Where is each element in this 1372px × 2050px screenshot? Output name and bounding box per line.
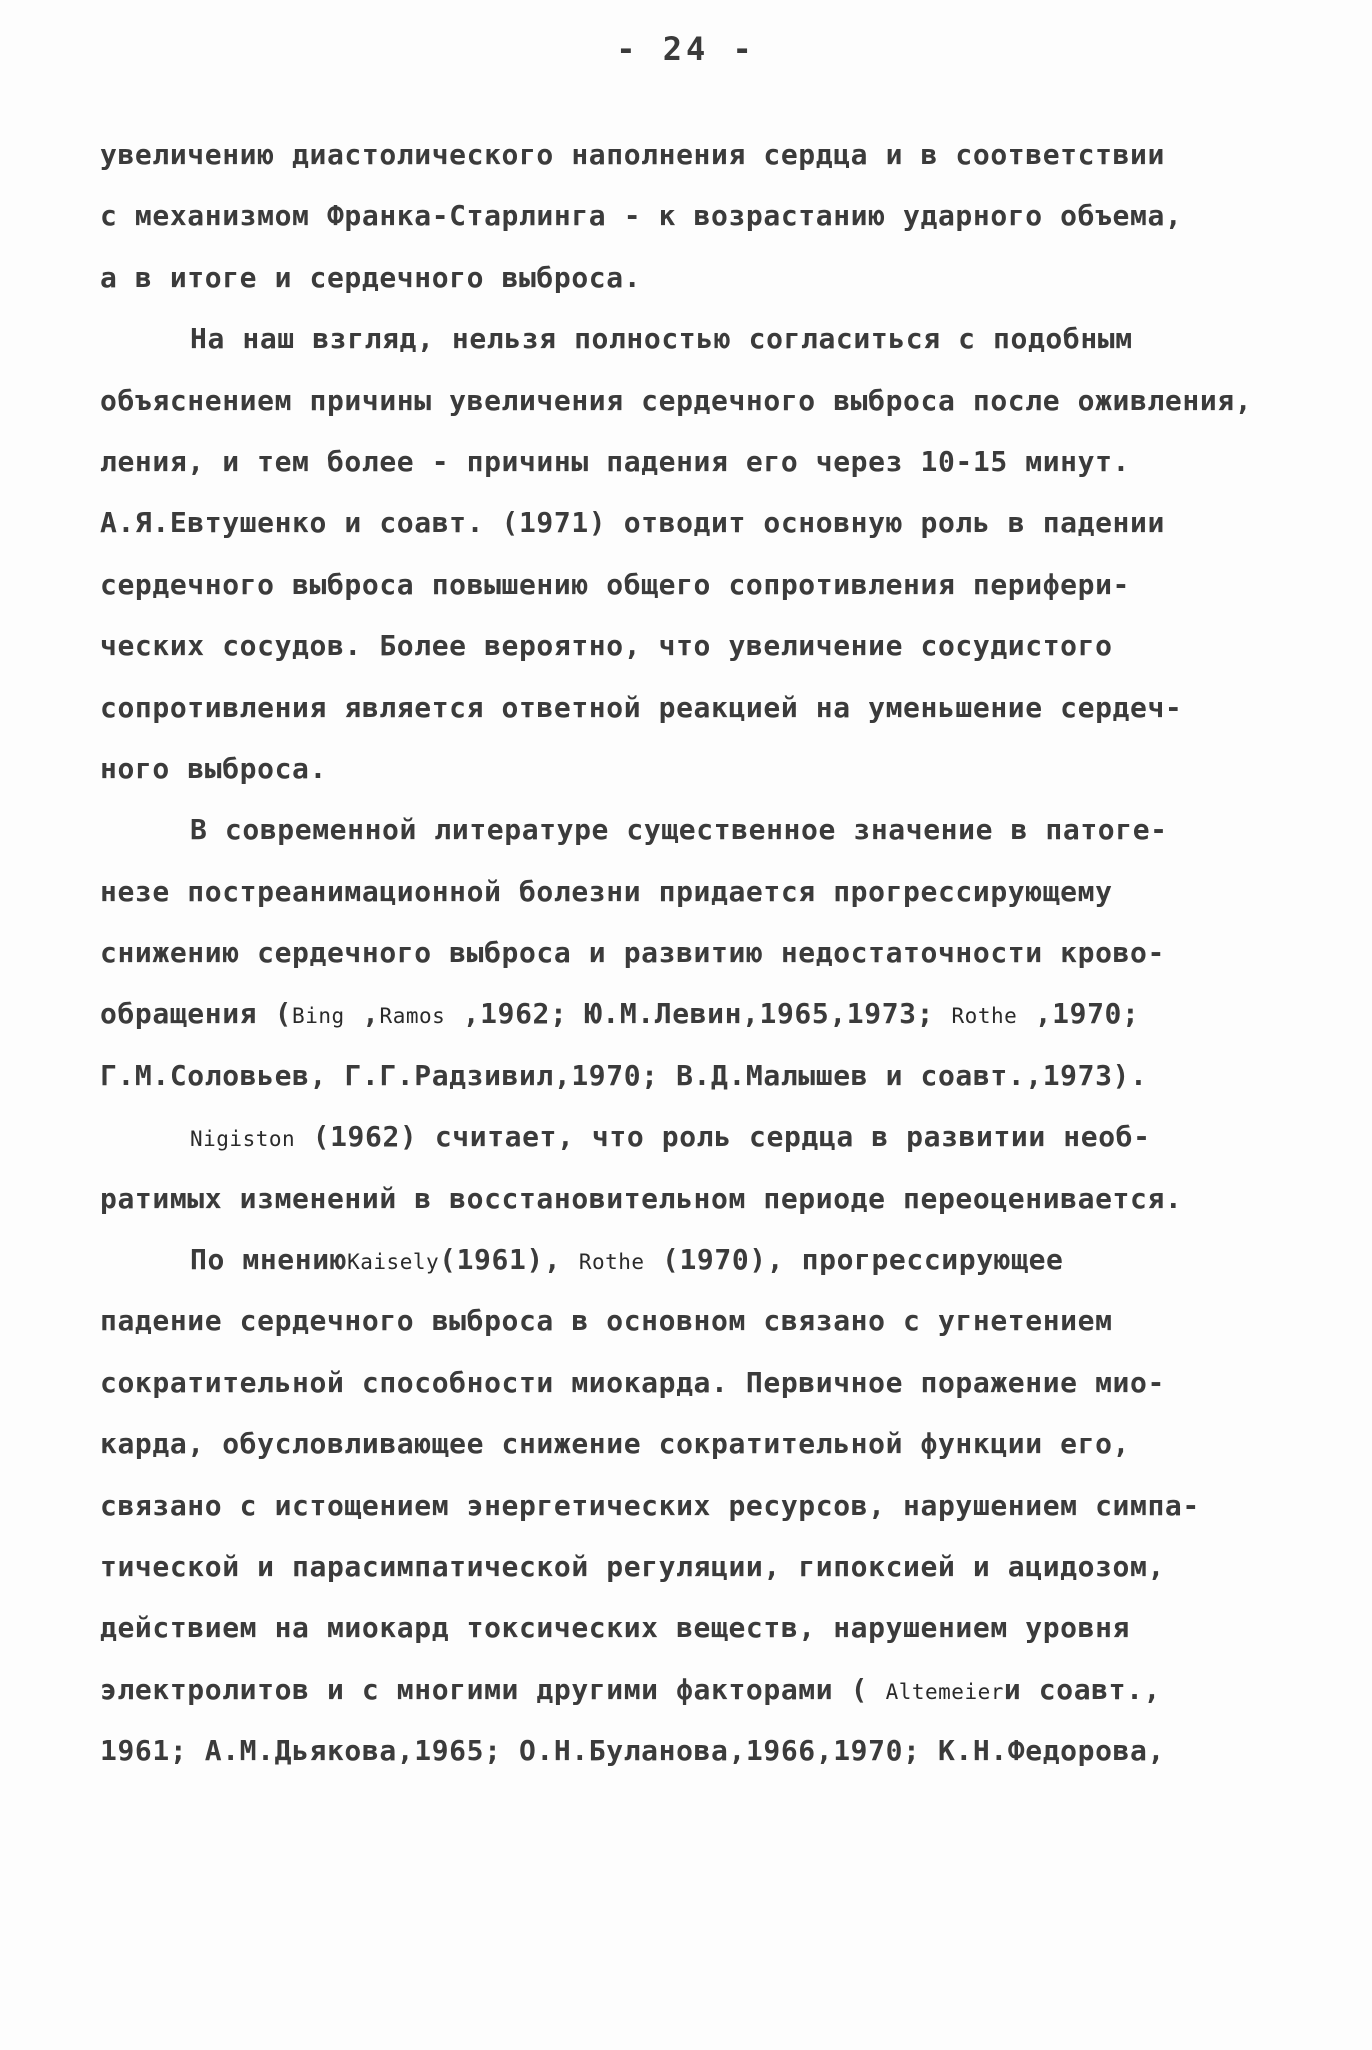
text-line [100,1106,1275,1167]
body-text [100,124,1275,1782]
line-text: падение сердечного выброса в основном связано с угнетением [100,1304,1113,1338]
line-text: незе постреанимационной болезни придается прогрессирующему [100,874,1113,908]
text-line [100,185,1275,246]
line-text: увеличению диастолического наполнения сердца и в соответствии [100,138,1165,171]
line-text: ,1962; Ю.М.Левин,1965,1973; [445,997,952,1031]
latin-citation: Altemeier [885,1679,1004,1704]
text-line [100,431,1275,492]
text-line [100,861,1275,922]
line-text: обращения ( [100,997,293,1031]
line-text: связано с истощением энергетических ресурсов, нарушением симпа- [100,1488,1200,1522]
line-text: По мнению [190,1243,348,1277]
line-text: (1961), [439,1243,579,1277]
text-line [100,370,1275,431]
text-line [100,1045,1275,1106]
text-line [100,1413,1275,1474]
line-text: А.Я.Евтушенко и соавт. (1971) отводит основную роль в падении [100,506,1165,540]
text-line [100,492,1275,553]
text-line [100,1168,1275,1229]
text-line [100,124,1275,185]
line-text: тической и парасимпатической регуляции, гипоксией и ацидозом, [100,1549,1165,1583]
line-text: ратимых изменений в восстановительном периоде переоценивается. [100,1181,1183,1215]
line-text: На наш взгляд, нельзя полностью согласиться с подобным [190,322,1133,356]
line-text: (1970), прогрессирующее [644,1243,1064,1277]
line-text: действием на миокард токсических веществ, нарушением уровня [100,1611,1130,1645]
text-line [100,1720,1275,1781]
page-number: - 24 - [616,30,756,68]
latin-citation: Rothe [951,1004,1018,1029]
text-line [100,983,1275,1044]
line-text: , [344,997,380,1031]
line-text: ного выброса. [100,751,327,785]
line-text: В современной литературе существенное значение в патоге- [190,813,1168,847]
latin-citation: Ramos [379,1004,446,1029]
text-line [100,1229,1275,1290]
line-text: снижению сердечного выброса и развитию недостаточности крово- [100,936,1165,970]
line-text: (1962) считает, что роль сердца в развитии необ- [295,1120,1151,1154]
line-text: электролитов и с многими другими факторами ( [100,1672,886,1706]
line-text: 1961; А.М.Дьякова,1965; О.Н.Буланова,1966,1970; К.Н.Федорова, [100,1734,1165,1768]
line-text: объяснением причины увеличения сердечного выброса после оживления, [100,383,1253,417]
latin-citation: Bing [292,1004,345,1029]
text-line [100,1659,1275,1720]
line-text: ,1970; [1017,997,1140,1031]
line-text: с механизмом Франка-Старлинга - к возрастанию ударного объема, [100,199,1183,233]
line-text: а в итоге и сердечного выброса. [100,260,642,294]
line-text: ческих сосудов. Более вероятно, что увеличение сосудистого [100,629,1113,663]
line-text: сердечного выброса повышению общего сопротивления перифери- [100,567,1130,601]
line-text: сократительной способности миокарда. Первичное поражение мио- [100,1365,1165,1399]
line-text: карда, обусловливающее снижение сократительной функции его, [100,1427,1130,1461]
text-line [100,677,1275,738]
line-text: сопротивления является ответной реакцией на уменьшение сердеч- [100,690,1183,724]
line-text: Г.М.Соловьев, Г.Г.Радзивил,1970; В.Д.Малышев и соавт.,1973). [100,1058,1148,1092]
text-line [100,247,1275,308]
latin-citation: Rothe [578,1250,645,1275]
text-line [100,615,1275,676]
text-line [100,1290,1275,1351]
text-line [100,308,1275,369]
latin-citation: Kaisely [347,1250,440,1275]
text-line [100,1536,1275,1597]
line-text: ления, и тем более - причины падения его через 10-15 минут. [100,444,1130,478]
text-line [100,554,1275,615]
text-line [100,738,1275,799]
text-line [100,1475,1275,1536]
text-line [100,799,1275,860]
latin-citation: Nigiston [190,1127,296,1152]
line-text: и соавт., [1003,1672,1162,1706]
text-line [100,1352,1275,1413]
text-line [100,1597,1275,1658]
text-line [100,922,1275,983]
